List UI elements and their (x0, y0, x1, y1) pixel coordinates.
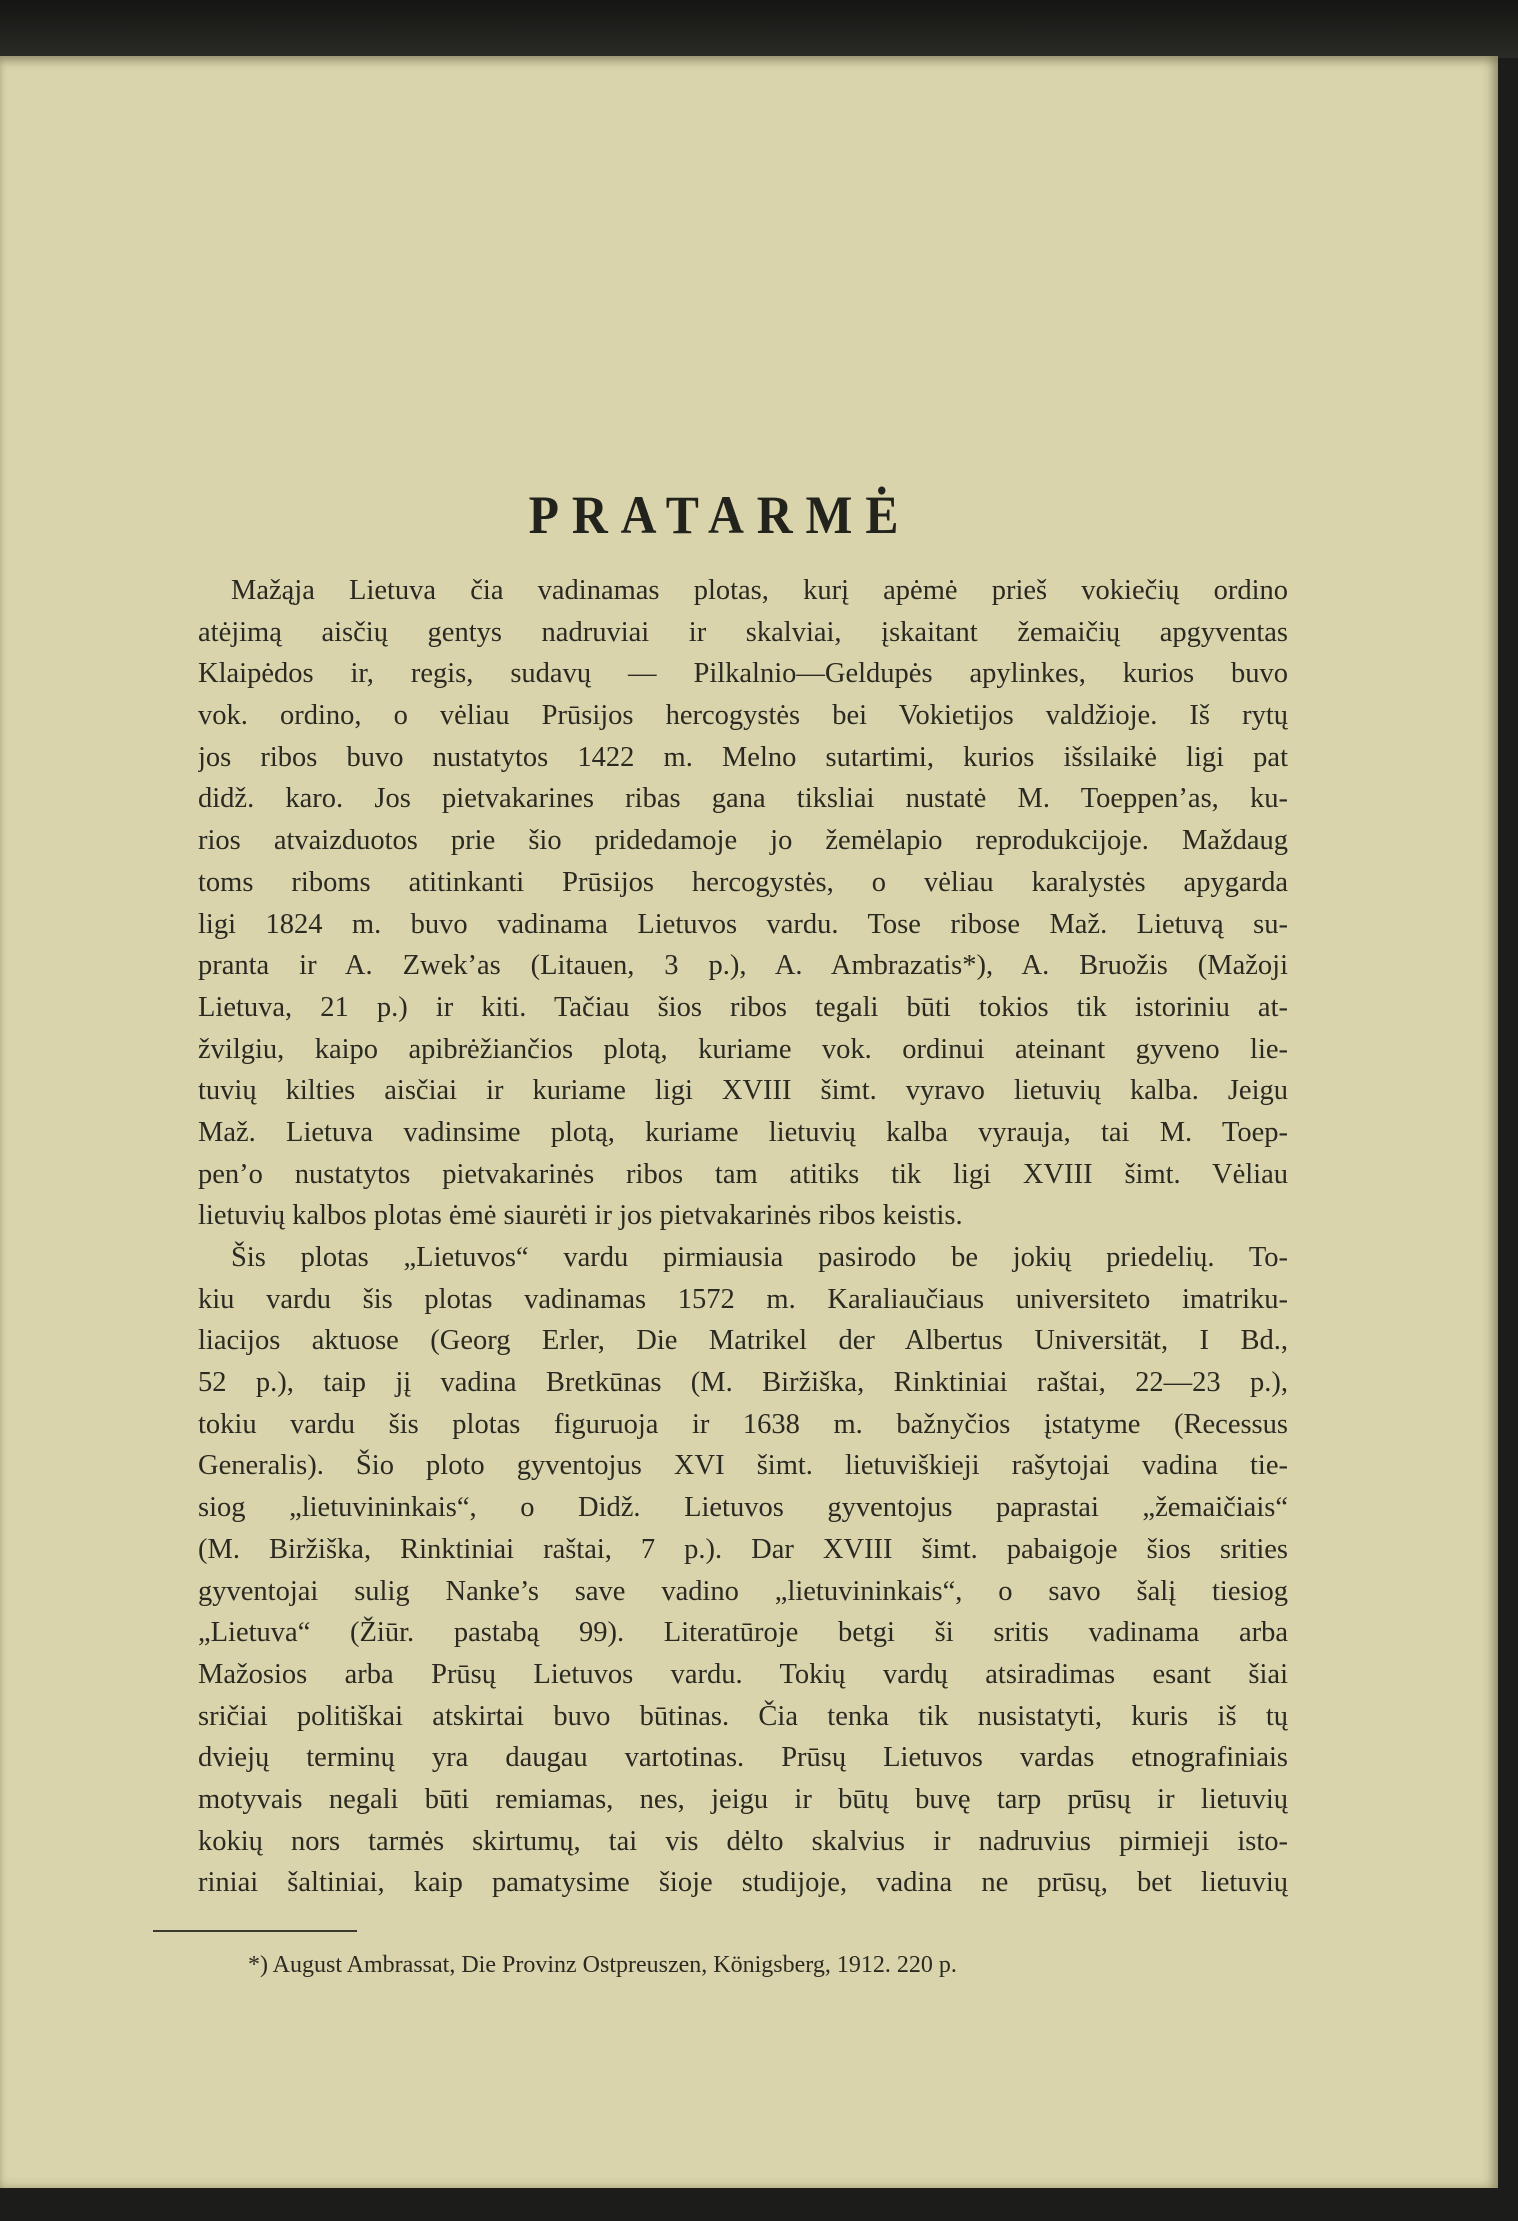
text-line: didž. karo. Jos pietvakarines ribas gana tiksliai nustatė M. Toeppen’as, ku- (198, 783, 1288, 815)
text-line: toms riboms atitinkanti Prūsijos hercogystės, o vėliau karalystės apygarda (198, 866, 1288, 898)
text-line: sričiai politiškai atskirtai buvo būtinas. Čia tenka tik nusistatyti, kuris iš tų (198, 1700, 1288, 1732)
text-line: riniai šaltiniai, kaip pamatysime šioje studijoje, vadina ne prūsų, bet lietuvių (198, 1867, 1288, 1899)
text-line: tokiu vardu šis plotas figuruoja ir 1638 m. bažnyčios įstatyme (Recessus (198, 1408, 1288, 1440)
text-line: „Lietuva“ (Žiūr. pastabą 99). Literatūroje betgi ši sritis vadinama arba (198, 1617, 1288, 1649)
text-line: siog „lietuvininkais“, o Didž. Lietuvos gyventojus paprastai „žemaičiais“ (198, 1492, 1288, 1524)
text-line: Generalis). Šio ploto gyventojus XVI šimt. lietuviškieji rašytojai vadina tie- (198, 1450, 1288, 1482)
text-line: rios atvaizduotos prie šio pridedamoje jo žemėlapio reprodukcijoje. Maždaug (198, 825, 1288, 857)
page-title: PRATARMĖ (528, 485, 912, 545)
text-line: (M. Biržiška, Rinktiniai raštai, 7 p.). Dar XVIII šimt. pabaigoje šios srities (198, 1533, 1288, 1565)
text-line: Mažosios arba Prūsų Lietuvos vardu. Tokių vardų atsiradimas esant šiai (198, 1658, 1288, 1690)
text-line: liacijos aktuose (Georg Erler, Die Matrikel der Albertus Universität, I Bd., (198, 1325, 1288, 1357)
text-line: gyventojai sulig Nanke’s save vadino „lietuvininkais“, o savo šalį tiesiog (198, 1575, 1288, 1607)
text-line: Klaipėdos ir, regis, sudavų — Pilkalnio—Geldupės apylinkes, kurios buvo (198, 658, 1288, 690)
text-line: Šis plotas „Lietuvos“ vardu pirmiausia pasirodo be jokių priedelių. To- (231, 1242, 1288, 1273)
text-line: ligi 1824 m. buvo vadinama Lietuvos vardu. Tose ribose Maž. Lietuvą su- (198, 908, 1288, 940)
footnote-divider (153, 1930, 357, 1932)
text-line: vok. ordino, o vėliau Prūsijos hercogystės bei Vokietijos valdžioje. Iš rytų (198, 700, 1288, 732)
text-line: kiu vardu šis plotas vadinamas 1572 m. Karaliaučiaus universiteto imatriku- (198, 1283, 1288, 1315)
text-line: jos ribos buvo nustatytos 1422 m. Melno sutartimi, kurios išsilaikė ligi pat (198, 741, 1288, 773)
text-line: žvilgiu, kaipo apibrėžiančios plotą, kuriame vok. ordinui ateinant gyveno lie- (198, 1033, 1288, 1065)
text-line: atėjimą aisčių gentys nadruviai ir skalviai, įskaitant žemaičių apgyventas (198, 616, 1288, 648)
text-line: tuvių kilties aisčiai ir kuriame ligi XVIII šimt. vyravo lietuvių kalba. Jeigu (198, 1075, 1288, 1107)
text-line: Mažąja Lietuva čia vadinamas plotas, kurį apėmė prieš vokiečių ordino (231, 575, 1288, 606)
scan-top-border (0, 0, 1518, 58)
text-line: pen’o nustatytos pietvakarinės ribos tam atitiks tik ligi XVIII šimt. Vėliau (198, 1158, 1288, 1190)
text-line: 52 p.), taip jį vadina Bretkūnas (M. Biržiška, Rinktiniai raštai, 22—23 p.), (198, 1367, 1288, 1399)
text-line: Maž. Lietuva vadinsime plotą, kuriame lietuvių kalba vyrauja, tai M. Toep- (198, 1116, 1288, 1148)
text-line: motyvais negali būti remiamas, nes, jeigu ir būtų buvę tarp prūsų ir lietuvių (198, 1783, 1288, 1815)
text-line: kokių nors tarmės skirtumų, tai vis dėlto skalvius ir nadruvius pirmieji isto- (198, 1825, 1288, 1857)
text-line: pranta ir A. Zwek’as (Litauen, 3 p.), A. Ambrazatis*), A. Bruožis (Mažoji (198, 950, 1288, 982)
footnote: *) August Ambrassat, Die Provinz Ostpreuszen, Königsberg, 1912. 220 p. (248, 1952, 957, 1978)
text-line: lietuvių kalbos plotas ėmė siaurėti ir jos pietvakarinės ribos keistis. (198, 1200, 963, 1232)
body-text (198, 570, 1288, 1904)
text-line: dviejų terminų yra daugau vartotinas. Prūsų Lietuvos vardas etnografiniais (198, 1742, 1288, 1774)
text-line: Lietuva, 21 p.) ir kiti. Tačiau šios ribos tegali būti tokios tik istoriniu at- (198, 991, 1288, 1023)
